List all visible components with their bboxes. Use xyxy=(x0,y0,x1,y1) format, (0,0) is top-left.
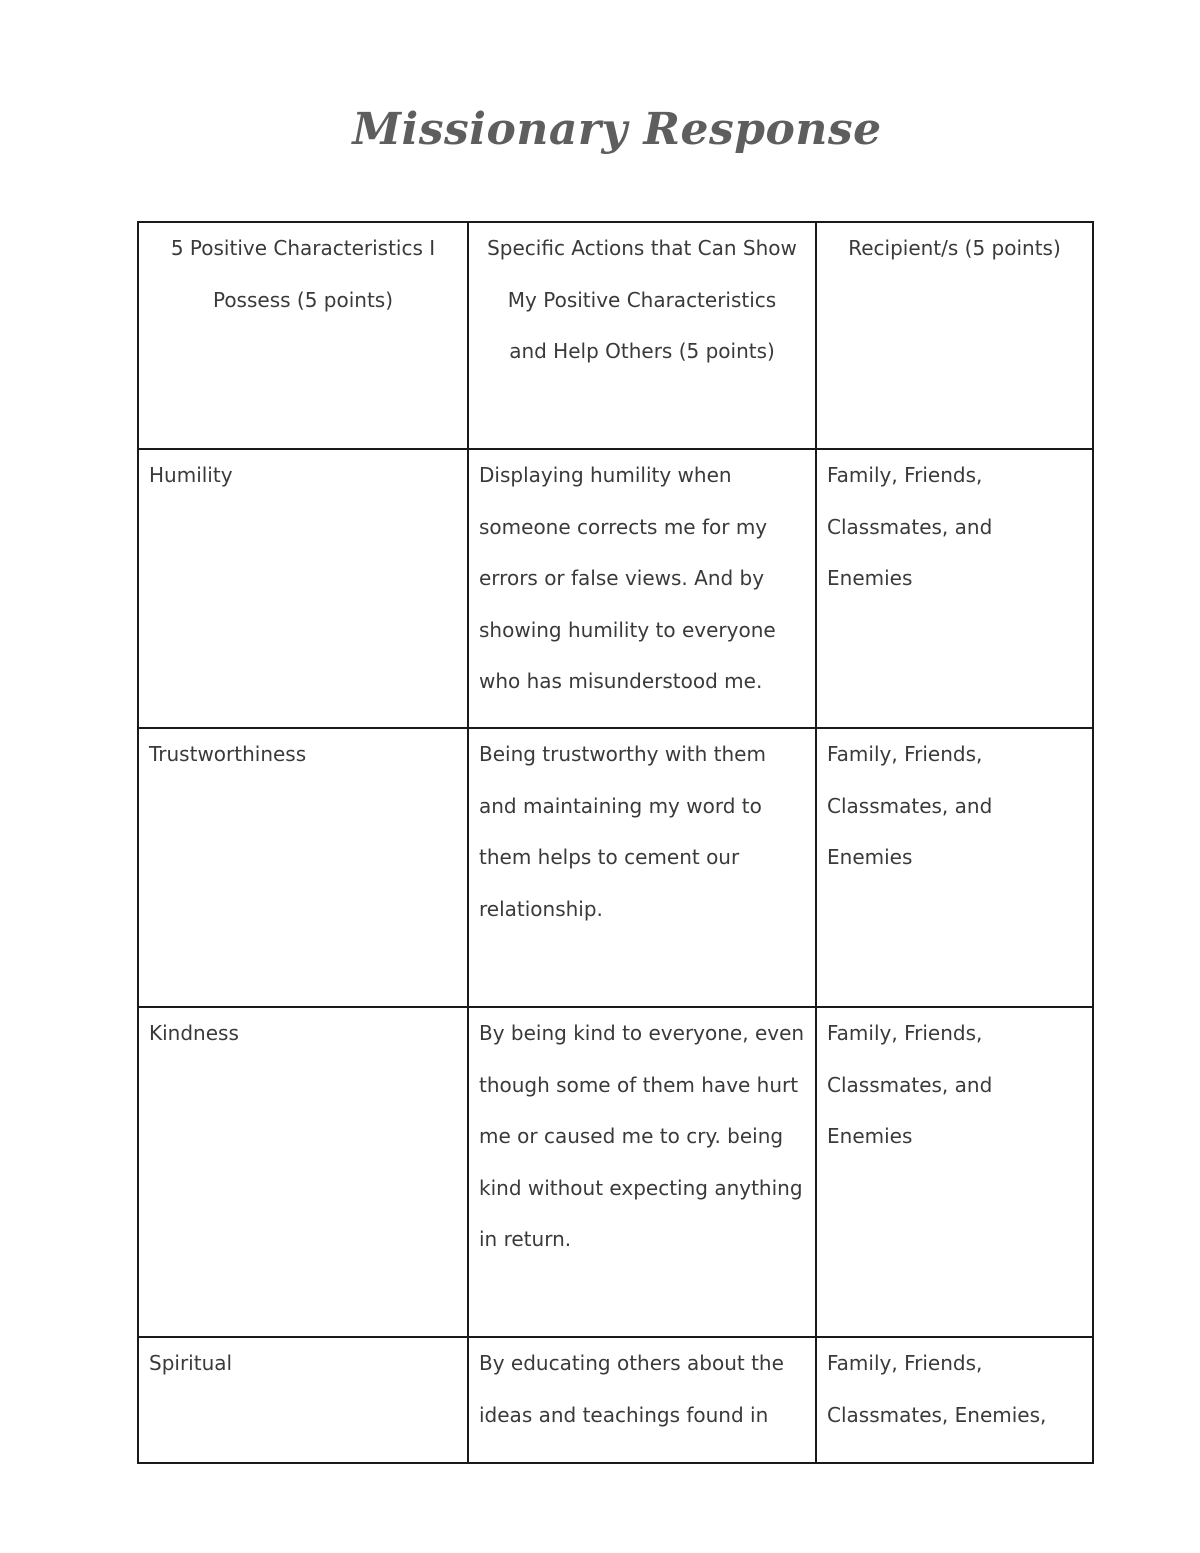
action-cell xyxy=(468,1007,816,1337)
action-text: By being kind to everyone, even though some of them have hurt me or caused me to cry. being kind without expecting anything in return. xyxy=(479,1021,805,1251)
characteristic-text: Trustworthiness xyxy=(149,742,307,766)
characteristic-text: Kindness xyxy=(149,1021,239,1045)
action-cell xyxy=(468,1337,816,1463)
recipients-cell xyxy=(816,1337,1093,1463)
recipients-text: Family, Friends, Classmates, and Enemies xyxy=(827,463,993,590)
page-title: Missionary Response xyxy=(352,104,882,155)
characteristic-text: Spiritual xyxy=(149,1351,233,1375)
header-actions-text: Specific Actions that Can Show My Positive Characteristics and Help Others (5 points) xyxy=(487,236,797,363)
recipients-text: Family, Friends, Classmates, and Enemies xyxy=(827,742,993,869)
action-text: Being trustworthy with them and maintaining my word to them helps to cement our relationship. xyxy=(479,742,766,921)
recipients-text: Family, Friends, Classmates, Enemies, xyxy=(827,1351,1047,1427)
table-header-row xyxy=(138,222,1093,449)
recipients-cell xyxy=(816,728,1093,1007)
header-recipients-text: Recipient/s (5 points) xyxy=(848,236,1061,260)
header-actions xyxy=(468,222,816,449)
table-row xyxy=(138,449,1093,728)
action-cell xyxy=(468,728,816,1007)
action-text: By educating others about the ideas and teachings found in xyxy=(479,1351,784,1427)
header-characteristics-text: 5 Positive Characteristics I Possess (5 points) xyxy=(170,236,436,312)
missionary-response-table xyxy=(137,221,1094,1464)
header-characteristics xyxy=(138,222,468,449)
recipients-text: Family, Friends, Classmates, and Enemies xyxy=(827,1021,993,1148)
table-row xyxy=(138,1337,1093,1463)
recipients-cell xyxy=(816,1007,1093,1337)
table-row xyxy=(138,728,1093,1007)
action-cell xyxy=(468,449,816,728)
characteristic-text: Humility xyxy=(149,463,233,487)
header-recipients xyxy=(816,222,1093,449)
action-text: Displaying humility when someone corrects me for my errors or false views. And by showing humility to everyone who has misunderstood me. xyxy=(479,463,776,693)
characteristic-cell xyxy=(138,1337,468,1463)
recipients-cell xyxy=(816,449,1093,728)
table-row xyxy=(138,1007,1093,1337)
characteristic-cell xyxy=(138,449,468,728)
characteristic-cell xyxy=(138,1007,468,1337)
characteristic-cell xyxy=(138,728,468,1007)
